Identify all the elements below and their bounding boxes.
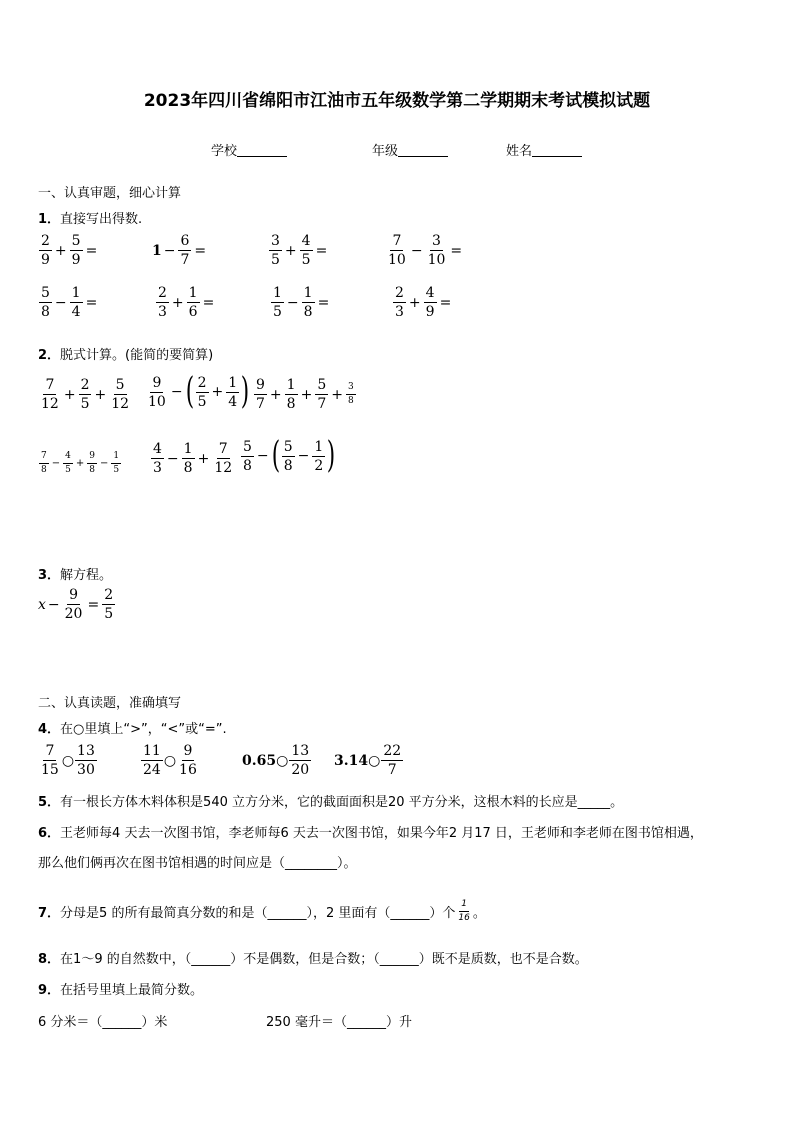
- fraction: [79, 378, 92, 411]
- operator: 0.65: [242, 752, 277, 769]
- denominator: 20: [291, 762, 310, 778]
- question-2: 2．脱式计算。(能简的要简算): [38, 348, 214, 363]
- numerator: 5: [41, 285, 50, 301]
- fraction: [386, 234, 408, 267]
- denominator: 20: [64, 606, 83, 622]
- operator: +: [54, 242, 67, 259]
- operator: 1: [152, 242, 162, 259]
- numerator: 11: [143, 743, 161, 759]
- operator: +: [171, 294, 184, 311]
- section-1-heading: 一、认真审题，细心计算: [38, 186, 182, 201]
- denominator: 3: [158, 304, 167, 320]
- fraction: [393, 286, 406, 319]
- fraction: [109, 378, 131, 411]
- numerator: 22: [383, 743, 402, 759]
- q2-expr-4: [38, 452, 122, 475]
- q2-expr-1: [38, 378, 132, 411]
- fraction: [39, 744, 61, 777]
- question-7: 7． 分母是5 的所有最简真分数的和是（______），2 里面有（______）个 $\frac{1}{16}$ 。: [38, 899, 486, 923]
- denominator: 5: [113, 465, 120, 475]
- operator: −: [163, 242, 176, 259]
- denominator: 8: [41, 304, 50, 320]
- question-3: 3．解方程。: [38, 568, 113, 583]
- numerator: 13: [77, 743, 95, 759]
- denominator: 3: [395, 304, 404, 320]
- numerator: 7: [218, 441, 228, 457]
- q2-expr-6: [240, 435, 336, 476]
- q1-expr-7: [270, 286, 331, 319]
- numerator: 9: [69, 587, 79, 603]
- operator: −: [166, 450, 179, 467]
- denominator: 8: [41, 465, 47, 475]
- operator: −: [54, 294, 67, 311]
- denominator: 7: [387, 762, 397, 778]
- operator: −: [170, 384, 183, 400]
- operator: =: [450, 242, 463, 259]
- denominator: 10: [388, 252, 406, 268]
- denominator: 24: [143, 762, 161, 778]
- fraction: [381, 744, 403, 777]
- fraction: [102, 588, 115, 621]
- fraction: [187, 286, 200, 319]
- fraction: [156, 286, 169, 319]
- numerator: 7: [45, 743, 55, 759]
- denominator: 10: [148, 393, 166, 410]
- fraction: [426, 234, 448, 267]
- numerator: 9: [256, 377, 265, 393]
- question-6: 6．王老师每4 天去一次图书馆，李老师每6 天去一次图书馆，如果今年2 月17 日，王老师和李老师在图书馆相遇，: [38, 826, 703, 841]
- question-9-item-a: 6 分米＝（______）米: [38, 1015, 168, 1030]
- numerator: 1: [314, 438, 324, 455]
- denominator: 10: [427, 252, 446, 268]
- numerator: 7: [392, 233, 402, 249]
- denominator: 5: [271, 252, 280, 268]
- question-4: 4．在○里填上“>”，“<”或“=”.: [38, 722, 227, 737]
- operator: +: [269, 386, 282, 403]
- q4-compare-4: 3.14 ○ $\frac{22}{7}$: [334, 743, 402, 778]
- numerator: 1: [303, 285, 313, 301]
- q1-expr-6: [155, 286, 216, 319]
- denominator: 7: [317, 396, 327, 412]
- numerator: 2: [80, 377, 90, 393]
- numerator: 3: [271, 233, 280, 249]
- denominator: 5: [301, 252, 311, 268]
- numerator: 9: [183, 743, 193, 759]
- operator: −: [99, 458, 109, 469]
- numerator: 2: [41, 233, 50, 249]
- fraction: [177, 744, 199, 777]
- fraction: [282, 440, 295, 473]
- denominator: 5: [273, 304, 282, 320]
- q4-compare-2: $\frac{11}{24}$ ○ $\frac{9}{16}$: [143, 743, 197, 778]
- q1-expr-1: [38, 234, 99, 267]
- denominator: 5: [80, 396, 90, 412]
- numerator: 13: [291, 743, 310, 759]
- fraction: [63, 588, 85, 621]
- denominator: 5: [197, 393, 207, 410]
- operator: =: [317, 294, 330, 311]
- grade-field[interactable]: 年级: [372, 140, 448, 159]
- operator: =: [202, 294, 215, 311]
- numerator: 1: [286, 377, 296, 393]
- page-title: 2023年四川省绵阳市江油市五年级数学第二学期期末考试模拟试题: [143, 91, 651, 111]
- denominator: 8: [183, 460, 193, 476]
- operator: −: [51, 458, 61, 469]
- operator: +: [300, 386, 313, 403]
- denominator: 30: [77, 762, 95, 778]
- fraction: [269, 234, 282, 267]
- fraction: [39, 286, 52, 319]
- fraction: [424, 286, 437, 319]
- operator: −: [47, 596, 60, 613]
- q1-expr-8: [392, 286, 453, 319]
- numerator: 7: [45, 377, 55, 393]
- denominator: 8: [283, 457, 293, 474]
- denominator: 16: [179, 762, 197, 778]
- q4-compare-1: $\frac{7}{15}$ ○ $\frac{13}{30}$: [41, 743, 95, 778]
- numerator: 4: [425, 285, 435, 301]
- fraction: [254, 378, 267, 411]
- q1-expr-5: [38, 286, 99, 319]
- operator: −: [286, 294, 299, 311]
- operator: +: [408, 294, 421, 311]
- fraction: [39, 234, 52, 267]
- denominator: 8: [89, 465, 95, 475]
- denominator: 9: [71, 252, 81, 268]
- operator: +: [197, 450, 210, 467]
- denominator: 6: [188, 304, 198, 320]
- fraction: [212, 442, 234, 475]
- fraction: [226, 376, 239, 409]
- fraction: [312, 440, 325, 473]
- numerator: 9: [87, 452, 97, 464]
- fraction: [70, 234, 83, 267]
- operator: +: [75, 458, 85, 469]
- numerator: 5: [283, 438, 293, 455]
- denominator: 12: [41, 396, 59, 412]
- school-field[interactable]: 学校: [211, 140, 287, 159]
- question-9: 9．在括号里填上最简分数。: [38, 983, 204, 998]
- q4-compare-3: 0.65 ○ $\frac{13}{20}$: [242, 743, 310, 778]
- denominator: 7: [256, 396, 265, 412]
- denominator: 12: [111, 396, 130, 412]
- numerator: 1: [71, 285, 81, 301]
- section-2-heading: 二、认真读题，准确填写: [38, 696, 182, 711]
- question-8: 8．在1～9 的自然数中，（______）不是偶数，但是合数；（______）既不是质数，也不是合数。: [38, 952, 588, 967]
- fraction: [70, 286, 83, 319]
- numerator: 5: [71, 233, 81, 249]
- denominator: 4: [71, 304, 81, 320]
- operator: +: [94, 386, 107, 403]
- fraction: [289, 744, 311, 777]
- operator: =: [194, 242, 207, 259]
- denominator: 8: [286, 396, 296, 412]
- fraction: [63, 452, 73, 475]
- operator: =: [315, 242, 328, 259]
- denominator: 5: [65, 465, 71, 475]
- denominator: 8: [243, 457, 252, 474]
- parenthesis: ): [327, 435, 336, 476]
- fraction: [151, 442, 164, 475]
- fraction: [346, 383, 356, 406]
- numerator: 2: [395, 285, 404, 301]
- fraction: [271, 286, 284, 319]
- fraction: [75, 744, 97, 777]
- denominator: 12: [214, 460, 233, 476]
- denominator: 9: [41, 252, 50, 268]
- denominator: 8: [347, 396, 354, 406]
- denominator: 15: [41, 762, 59, 778]
- question-9-item-b: 250 毫升＝（______）升: [266, 1015, 412, 1030]
- question-5: 5．有一根长方体木料体积是540 立方分米，它的截面面积是20 平方分米，这根木料的长应是_____。: [38, 795, 624, 810]
- numerator: 5: [115, 377, 125, 393]
- operator: =: [85, 242, 98, 259]
- numerator: 1: [188, 285, 198, 301]
- fraction: [315, 378, 328, 411]
- fraction: [87, 452, 97, 475]
- denominator: 4: [228, 393, 238, 410]
- operator: −: [297, 448, 310, 464]
- fraction: [302, 286, 315, 319]
- operator: x: [38, 596, 46, 613]
- numerator: 1: [111, 452, 121, 464]
- operator: =: [87, 596, 100, 613]
- fraction: [146, 376, 168, 409]
- fraction: [178, 234, 191, 267]
- operator: −: [410, 242, 423, 259]
- numerator: 3: [346, 383, 356, 395]
- operator: 3.14: [334, 752, 369, 769]
- denominator: 2: [314, 457, 324, 474]
- numerator: 9: [152, 374, 162, 391]
- q2-expr-5: [150, 442, 235, 475]
- operator: +: [63, 386, 76, 403]
- denominator: 7: [180, 252, 190, 268]
- denominator: 8: [303, 304, 313, 320]
- numerator: 2: [158, 285, 167, 301]
- numerator: 7: [39, 452, 49, 464]
- numerator: 1: [273, 285, 282, 301]
- q2-expr-2: [145, 371, 250, 412]
- numerator: 5: [243, 438, 252, 455]
- numerator: 1: [228, 374, 238, 391]
- fraction: [196, 376, 209, 409]
- question-6-line-2: 那么他们俩再次在图书馆相遇的时间应是（________）。: [38, 856, 357, 871]
- fraction: [285, 378, 298, 411]
- parenthesis: (: [271, 435, 280, 476]
- fraction: [141, 744, 163, 777]
- numerator: 4: [63, 452, 73, 464]
- operator: =: [439, 294, 452, 311]
- fraction: [241, 440, 254, 473]
- numerator: 2: [104, 587, 114, 603]
- q1-expr-2: [152, 234, 208, 267]
- numerator: 2: [197, 374, 207, 391]
- denominator: 9: [425, 304, 435, 320]
- parenthesis: ): [240, 371, 250, 412]
- numerator: 5: [317, 377, 327, 393]
- q3-equation: [38, 588, 116, 621]
- fraction: [182, 442, 195, 475]
- fraction: [111, 452, 121, 475]
- numerator: 4: [301, 233, 311, 249]
- fraction: [39, 452, 49, 475]
- operator: +: [284, 242, 297, 259]
- fraction: [39, 378, 61, 411]
- denominator: 3: [153, 460, 162, 476]
- numerator: 3: [432, 233, 441, 249]
- operator: +: [211, 384, 224, 400]
- numerator: 4: [153, 441, 162, 457]
- name-field[interactable]: 姓名: [506, 140, 582, 159]
- q1-expr-3: [268, 234, 329, 267]
- question-1: 1．直接写出得数.: [38, 212, 143, 227]
- numerator: 6: [180, 233, 190, 249]
- operator: −: [256, 448, 269, 464]
- parenthesis: (: [185, 371, 194, 412]
- denominator: 5: [104, 606, 114, 622]
- q1-expr-4: [385, 234, 464, 267]
- numerator: 1: [183, 441, 193, 457]
- q2-expr-3: [253, 378, 357, 411]
- fraction: [300, 234, 313, 267]
- operator: =: [85, 294, 98, 311]
- operator: +: [331, 386, 343, 403]
